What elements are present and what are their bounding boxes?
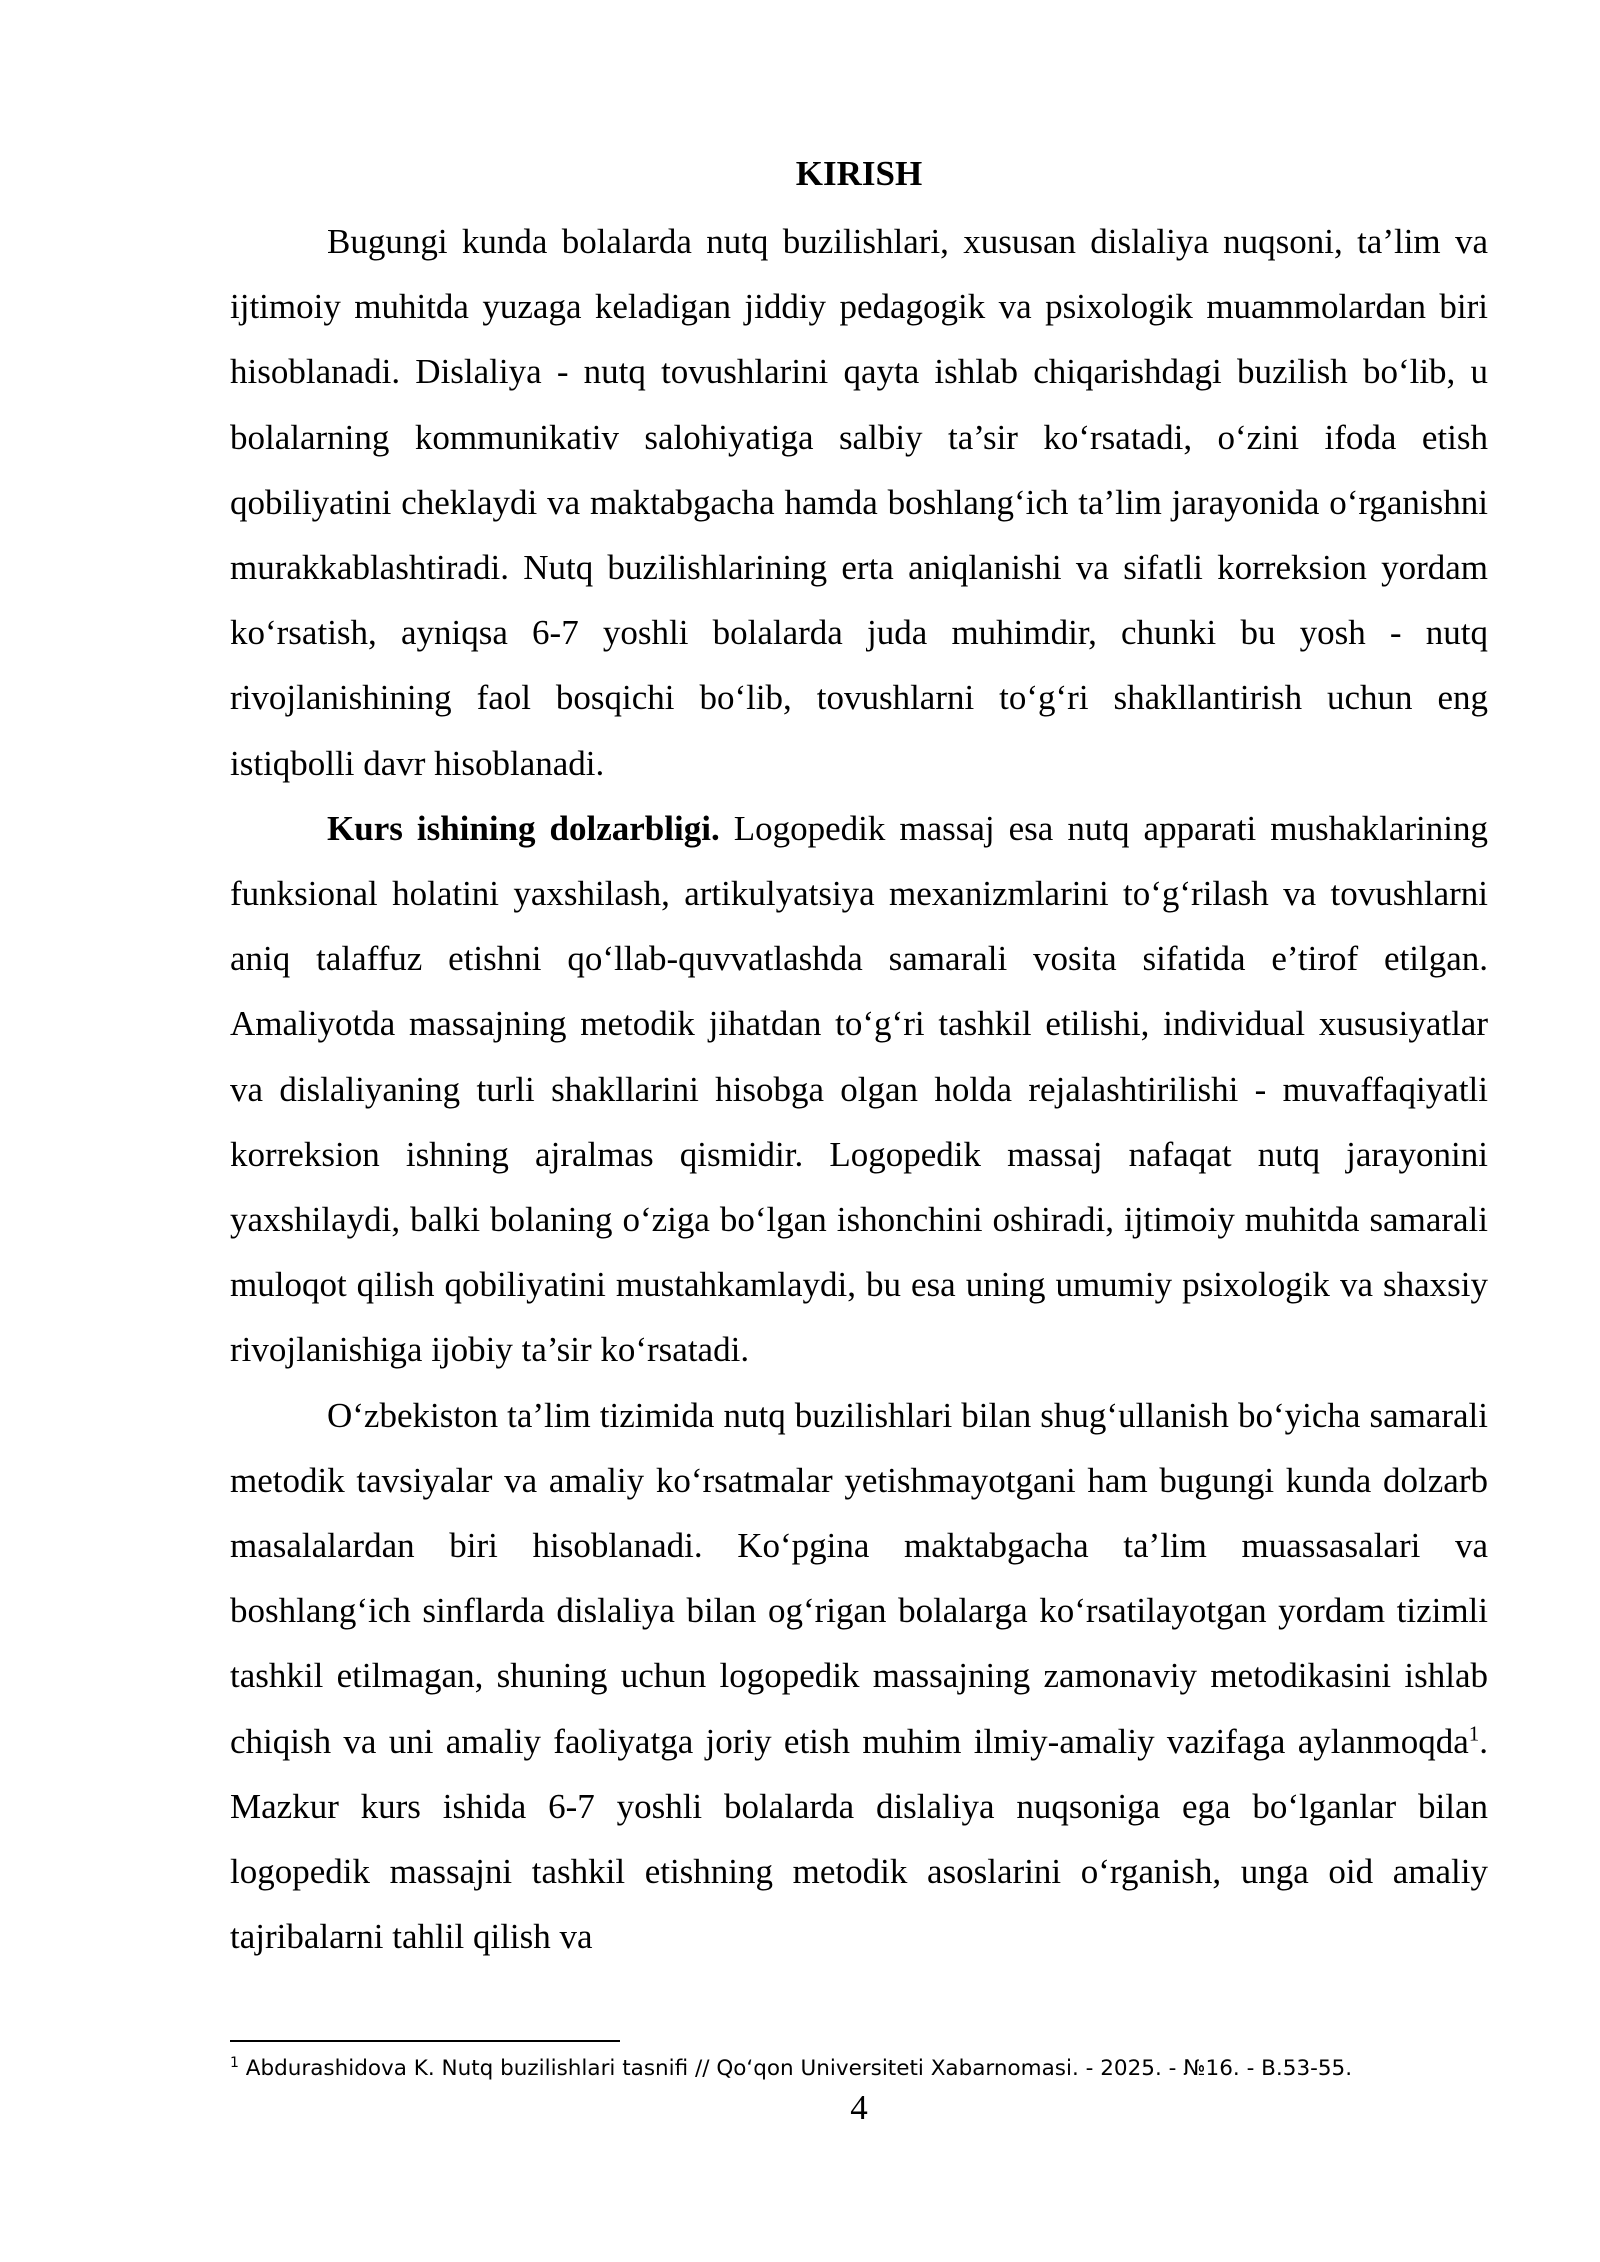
paragraph-intro — [230, 209, 1488, 796]
paragraph-uzbekistan-continuation: . Mazkur kurs ishida 6-7 yoshli bolalarda dislaliya nuqsoniga ega bo‘lganlar bilan logopedik massajni tashkil etishning metodik asoslarini o‘rganish, unga oid amaliy tajribalarni tahlil qilish va — [230, 1721, 1488, 1957]
body-text — [230, 209, 1488, 1969]
section-title: KIRISH — [795, 154, 923, 193]
paragraph-relevance-text: Logopedik massaj esa nutq apparati mushaklarining funksional holatini yaxshilash, artikulyatsiya mexanizmlarini to‘g‘rilash va tovushlarni aniq talaffuz etishni qo‘llab-quvvatlashda samarali vosita sifatida e’tirof etilgan. Amaliyotda massajning metodik jihatdan to‘g‘ri tashkil etilishi, individual xususiyatlar va dislaliyaning turli shakllarini hisobga olgan holda rejalashtirilishi - muvaffaqiyatli korreksion ishning ajralmas qismidir. Logopedik massaj nafaqat nutq jarayonini yaxshilaydi, balki bolaning o‘ziga bo‘lgan ishonchini oshiradi, ijtimoiy muhitda samarali muloqot qilish qobiliyatini mustahkamlaydi, bu esa uning umumiy psixologik va shaxsiy rivojlanishiga ijobiy ta’sir ko‘rsatadi. — [230, 808, 1488, 1370]
relevance-heading: Kurs ishining dolzarbligi. — [327, 808, 720, 848]
paragraph-intro-text: Bugungi kunda bolalarda nutq buzilishlari, xususan dislaliya nuqsoni, ta’lim va ijtimoiy muhitda yuzaga keladigan jiddiy pedagogik va psixologik muammolardan biri hisoblanadi. Dislaliya - nutq tovushlarini qayta ishlab chiqarishdagi buzilish bo‘lib, u bolalarning kommunikativ salohiyatiga salbiy ta’sir ko‘rsatadi, o‘zini ifoda etish qobiliyatini cheklaydi va maktabgacha hamda boshlang‘ich ta’lim jarayonida o‘rganishni murakkablashtiradi. Nutq buzilishlarining erta aniqlanishi va sifatli korreksion yordam ko‘rsatish, ayniqsa 6-7 yoshli bolalarda juda muhimdir, chunki bu yosh - nutq rivojlanishining faol bosqichi bo‘lib, tovushlarni to‘g‘ri shakllantirish uchun eng istiqbolli davr hisoblanadi. — [230, 222, 1488, 783]
footnote-number: 1 — [230, 2054, 239, 2071]
footnote-reference[interactable]: 1 — [1468, 1721, 1480, 1746]
paragraph-uzbekistan-text: O‘zbekiston ta’lim tizimida nutq buzilishlari bilan shug‘ullanish bo‘yicha samarali metodik tavsiyalar va amaliy ko‘rsatmalar yetishmayotgani ham bugungi kunda dolzarb masalalardan biri hisoblanadi. Ko‘pgina maktabgacha ta’lim muassasalari va boshlang‘ich sinflarda dislaliya bilan og‘rigan bolalarga ko‘rsatilayotgan yordam tizimli tashkil etilmagan, shuning uchun logopedik massajning zamonaviy metodikasini ishlab chiqish va uni amaliy faoliyatga joriy etish muhim ilmiy-amaliy vazifaga aylanmoqda — [230, 1395, 1488, 1761]
footnote-text: Abdurashidova K. Nutq buzilishlari tasnifi // Qo‘qon Universiteti Xabarnomasi. - 2025. - №16. - B.53-55. — [238, 2056, 1353, 2081]
page-number: 4 — [850, 2088, 868, 2127]
paragraph-relevance — [230, 796, 1488, 1383]
footnote — [230, 2054, 1488, 2084]
paragraph-uzbekistan — [230, 1383, 1488, 1970]
footnote-separator — [230, 2040, 620, 2042]
